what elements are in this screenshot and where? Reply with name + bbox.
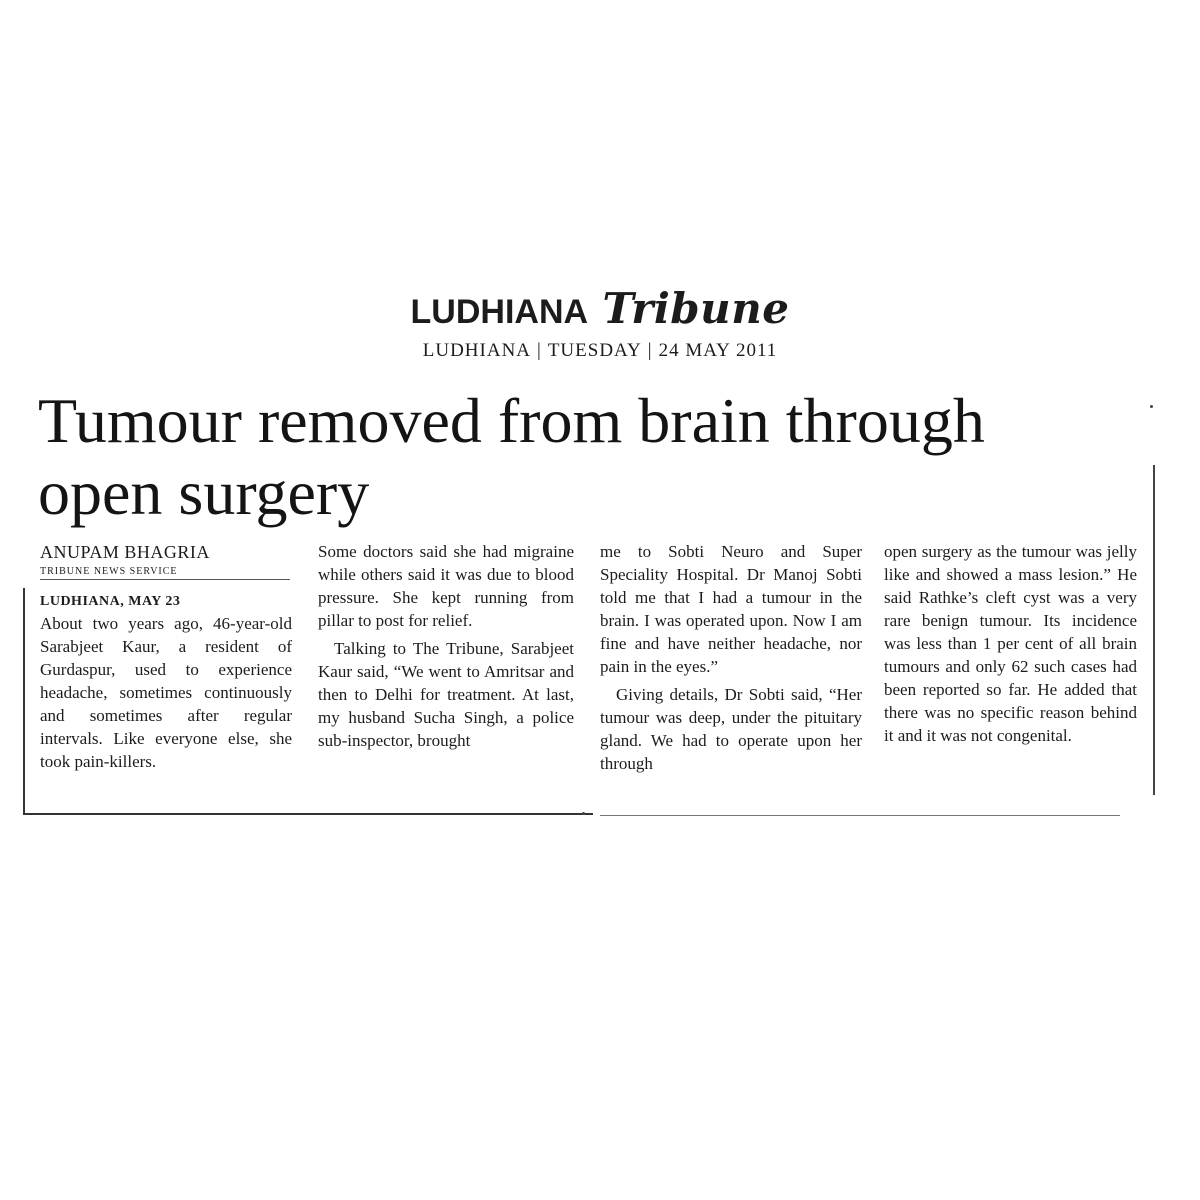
dateline-separator: |: [537, 340, 542, 361]
article-bottom-rule-right: [600, 815, 1120, 816]
article-place-date: LUDHIANA, MAY 23: [40, 594, 181, 609]
article-column-3: [600, 540, 862, 775]
article-agency: TRIBUNE NEWS SERVICE: [40, 566, 178, 577]
newspaper-title-tribune: Tribune: [602, 284, 790, 333]
byline-rule: [40, 579, 290, 580]
paragraph: About two years ago, 46-year-old Sarabjeet Kaur, a resident of Gurdaspur, used to experience headache, sometimes continuously and sometimes after regular intervals. Like everyone else, she took pain-killers.: [40, 614, 292, 771]
newspaper-title: [0, 284, 1200, 333]
dateline-city: LUDHIANA: [422, 340, 532, 361]
newspaper-title-ludhiana: LUDHIANA: [410, 293, 589, 331]
paragraph: Giving details, Dr Sobti said, “Her tumour was deep, under the pituitary gland. We had to operate upon her through: [600, 685, 862, 773]
article-column-2: [318, 540, 574, 752]
article-column-4: [884, 540, 1137, 747]
article-bottom-rule: [23, 813, 593, 815]
article-byline: ANUPAM BHAGRIA: [40, 542, 210, 562]
paragraph: Some doctors said she had migraine while others said it was due to blood pressure. She kept running from pillar to post for relief.: [318, 542, 574, 630]
paragraph: me to Sobti Neuro and Super Speciality Hospital. Dr Manoj Sobti told me that I had a tumour in the brain. I was operated upon. Now I am fine and have neither headache, nor pain in the eyes.”: [600, 542, 862, 676]
newspaper-dateline: [0, 340, 1200, 362]
column-rule-left: [23, 588, 25, 814]
dateline-date: 24 MAY 2011: [658, 340, 778, 361]
paragraph: open surgery as the tumour was jelly like and showed a mass lesion.” He said Rathke’s cleft cyst was a very rare benign tumour. Its incidence was less than 1 per cent of all brain tumours and only 62 such cases had been reported so far. He added that there was no specific reason behind it and it was not congenital.: [884, 542, 1137, 745]
scan-speck: [1150, 405, 1153, 408]
article-column-1: [40, 612, 292, 773]
paragraph: Talking to The Tribune, Sarabjeet Kaur said, “We went to Amritsar and then to Delhi for treatment. At last, my husband Sucha Singh, a police sub-inspector, brought: [318, 639, 574, 750]
column-rule-right: [1153, 465, 1155, 795]
dateline-day: TUESDAY: [547, 340, 642, 361]
article-headline: Tumour removed from brain through open surgery: [38, 385, 985, 528]
scan-speck: [582, 812, 585, 815]
dateline-separator: |: [647, 340, 653, 361]
